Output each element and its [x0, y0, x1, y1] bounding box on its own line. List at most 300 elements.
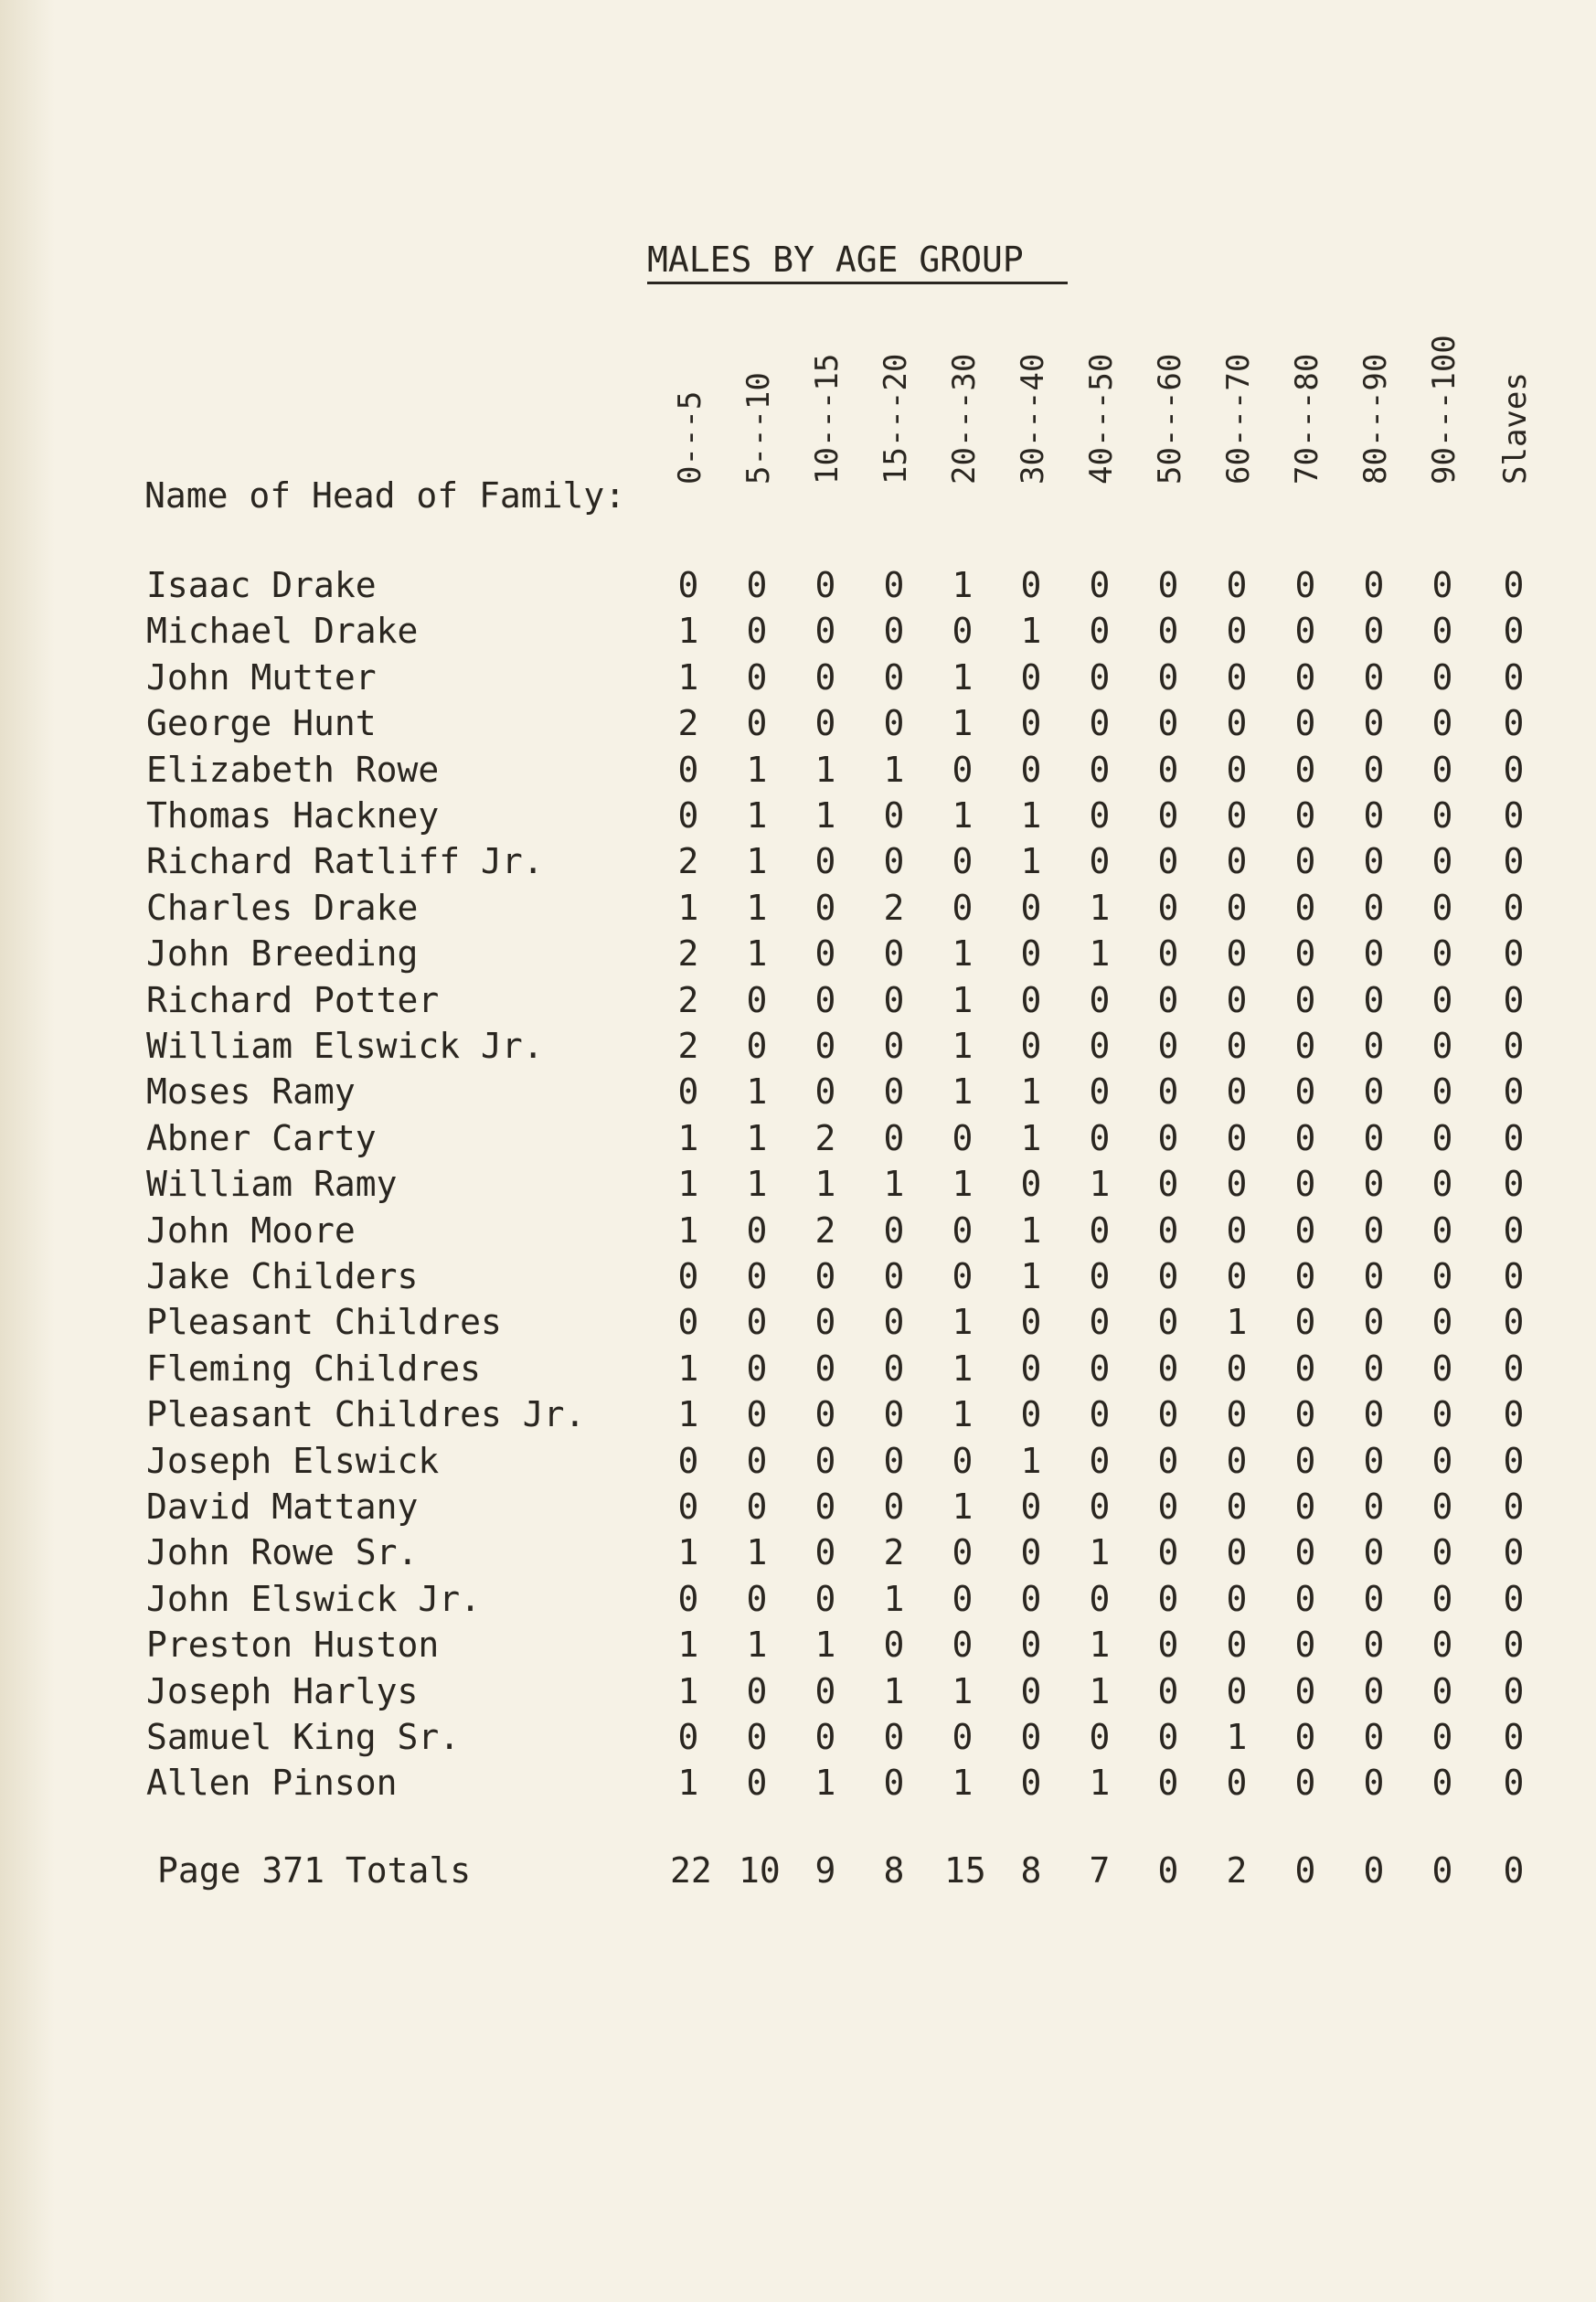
count-cell: 1 — [746, 1532, 768, 1573]
total-cell: 0 — [1431, 1850, 1453, 1891]
count-cell: 1 — [883, 1578, 905, 1619]
count-cell: 0 — [1431, 703, 1453, 744]
count-cell: 1 — [677, 611, 699, 652]
column-header — [809, 302, 864, 485]
count-cell: 0 — [1226, 1026, 1248, 1066]
head-of-family-name: Pleasant Childres — [146, 1302, 502, 1343]
count-cell: 0 — [1503, 1348, 1525, 1389]
count-cell: 0 — [1431, 1164, 1453, 1205]
total-cell: 0 — [1503, 1850, 1525, 1891]
count-cell: 0 — [677, 1302, 699, 1343]
count-cell: 0 — [1157, 1256, 1179, 1296]
total-cell: 0 — [1363, 1850, 1385, 1891]
count-cell: 0 — [1020, 1532, 1042, 1573]
head-of-family-name: William Ramy — [146, 1164, 398, 1205]
count-cell: 0 — [1503, 933, 1525, 975]
count-cell: 0 — [1226, 979, 1248, 1020]
count-cell: 1 — [746, 1625, 768, 1666]
count-cell: 0 — [746, 1026, 768, 1066]
count-cell: 0 — [1020, 1164, 1042, 1205]
count-cell: 0 — [1089, 1302, 1111, 1343]
count-cell: 0 — [1226, 1578, 1248, 1619]
count-cell: 1 — [1089, 1532, 1111, 1573]
table-row — [0, 1071, 1596, 1117]
count-cell: 0 — [1294, 1256, 1316, 1296]
count-cell: 0 — [1294, 841, 1316, 882]
count-cell: 0 — [1089, 1394, 1111, 1435]
count-cell: 0 — [883, 1256, 905, 1296]
table-row — [0, 1717, 1596, 1763]
column-header-label: 15---20 — [878, 353, 914, 485]
count-cell: 0 — [1294, 1394, 1316, 1435]
count-cell: 0 — [1157, 703, 1179, 744]
count-cell: 0 — [814, 1532, 836, 1573]
count-cell: 1 — [746, 749, 768, 790]
count-cell: 0 — [1157, 1440, 1179, 1481]
count-cell: 0 — [1503, 703, 1525, 744]
count-cell: 0 — [1294, 749, 1316, 790]
count-cell: 0 — [1226, 1071, 1248, 1113]
count-cell: 1 — [1089, 887, 1111, 928]
count-cell: 0 — [1294, 1348, 1316, 1389]
count-cell: 0 — [1431, 1487, 1453, 1527]
count-cell: 0 — [746, 656, 768, 698]
count-cell: 0 — [1089, 841, 1111, 882]
count-cell: 0 — [1157, 1763, 1179, 1804]
count-cell: 1 — [677, 1164, 699, 1205]
column-header-label: 40---50 — [1083, 353, 1120, 485]
count-cell: 0 — [1294, 1625, 1316, 1666]
count-cell: 0 — [1020, 933, 1042, 975]
count-cell: 1 — [677, 1394, 699, 1435]
column-header-label: 5---10 — [740, 372, 777, 485]
count-cell: 0 — [1294, 1532, 1316, 1573]
table-row — [0, 1441, 1596, 1487]
count-cell: 1 — [952, 1302, 974, 1343]
count-cell: 1 — [746, 933, 768, 975]
count-cell: 0 — [1503, 1578, 1525, 1619]
table-row — [0, 703, 1596, 749]
count-cell: 0 — [677, 749, 699, 790]
count-cell: 0 — [814, 1071, 836, 1113]
name-column-header: Name of Head of Family: — [144, 475, 626, 516]
count-cell: 0 — [746, 565, 768, 605]
count-cell: 0 — [1363, 1348, 1385, 1389]
count-cell: 0 — [1157, 1625, 1179, 1666]
count-cell: 0 — [677, 1578, 699, 1619]
count-cell: 0 — [883, 1117, 905, 1158]
count-cell: 0 — [1431, 1440, 1453, 1481]
count-cell: 0 — [1157, 749, 1179, 790]
count-cell: 0 — [1294, 703, 1316, 744]
count-cell: 1 — [1020, 1071, 1042, 1113]
total-cell: 10 — [739, 1850, 781, 1891]
column-header-label: 90---100 — [1426, 335, 1463, 485]
table-row — [0, 1256, 1596, 1302]
count-cell: 0 — [1363, 1117, 1385, 1158]
count-cell: 0 — [746, 1717, 768, 1757]
count-cell: 0 — [1157, 795, 1179, 836]
count-cell: 0 — [1020, 565, 1042, 605]
total-cell: 2 — [1226, 1850, 1248, 1891]
count-cell: 0 — [1431, 1625, 1453, 1666]
count-cell: 0 — [1503, 1763, 1525, 1804]
count-cell: 0 — [677, 1717, 699, 1757]
count-cell: 0 — [1294, 1763, 1316, 1804]
count-cell: 0 — [1226, 795, 1248, 836]
count-cell: 0 — [814, 1487, 836, 1527]
count-cell: 0 — [1020, 979, 1042, 1020]
count-cell: 0 — [746, 1210, 768, 1251]
count-cell: 1 — [746, 887, 768, 928]
head-of-family-name: John Breeding — [146, 933, 419, 975]
count-cell: 1 — [1089, 1763, 1111, 1804]
count-cell: 0 — [1157, 1670, 1179, 1711]
count-cell: 0 — [1157, 656, 1179, 698]
count-cell: 0 — [1431, 656, 1453, 698]
count-cell: 0 — [1089, 611, 1111, 652]
table-row — [0, 611, 1596, 656]
head-of-family-name: Isaac Drake — [146, 565, 377, 605]
count-cell: 1 — [1020, 1256, 1042, 1296]
count-cell: 0 — [883, 1763, 905, 1804]
count-cell: 0 — [1431, 1117, 1453, 1158]
count-cell: 1 — [1089, 933, 1111, 975]
count-cell: 0 — [814, 656, 836, 698]
count-cell: 0 — [1363, 656, 1385, 698]
column-header-label: 50---60 — [1152, 353, 1188, 485]
count-cell: 0 — [1503, 611, 1525, 652]
count-cell: 1 — [677, 1117, 699, 1158]
count-cell: 0 — [1431, 933, 1453, 975]
count-cell: 0 — [1363, 565, 1385, 605]
head-of-family-name: Preston Huston — [146, 1625, 440, 1666]
count-cell: 0 — [814, 887, 836, 928]
head-of-family-name: Samuel King Sr. — [146, 1717, 461, 1757]
column-header — [1357, 302, 1412, 485]
totals-row — [0, 1850, 1596, 1896]
count-cell: 1 — [952, 1670, 974, 1711]
count-cell: 0 — [1363, 1763, 1385, 1804]
count-cell: 0 — [814, 1717, 836, 1757]
head-of-family-name: Jake Childers — [146, 1256, 419, 1296]
count-cell: 0 — [883, 1071, 905, 1113]
table-row — [0, 933, 1596, 979]
column-header-label: 80---90 — [1357, 353, 1394, 485]
count-cell: 0 — [1363, 1026, 1385, 1066]
count-cell: 0 — [1431, 1578, 1453, 1619]
count-cell: 1 — [1226, 1717, 1248, 1757]
totals-label: Page 371 Totals — [157, 1850, 472, 1891]
count-cell: 0 — [1157, 1532, 1179, 1573]
count-cell: 0 — [1431, 1256, 1453, 1296]
count-cell: 0 — [883, 933, 905, 975]
count-cell: 1 — [1089, 1670, 1111, 1711]
count-cell: 0 — [952, 887, 974, 928]
count-cell: 1 — [1020, 1210, 1042, 1251]
count-cell: 0 — [746, 1394, 768, 1435]
count-cell: 0 — [1363, 1302, 1385, 1343]
count-cell: 0 — [1226, 1440, 1248, 1481]
count-cell: 0 — [1503, 795, 1525, 836]
count-cell: 0 — [814, 1670, 836, 1711]
count-cell: 1 — [814, 749, 836, 790]
count-cell: 0 — [746, 1256, 768, 1296]
count-cell: 0 — [1226, 933, 1248, 975]
column-header-label: 30---40 — [1015, 353, 1051, 485]
count-cell: 0 — [952, 1532, 974, 1573]
count-cell: 0 — [952, 1717, 974, 1757]
count-cell: 0 — [1226, 703, 1248, 744]
table-row — [0, 1487, 1596, 1532]
count-cell: 0 — [1294, 656, 1316, 698]
count-cell: 0 — [677, 1440, 699, 1481]
column-header — [1152, 302, 1207, 485]
count-cell: 0 — [1431, 1026, 1453, 1066]
count-cell: 0 — [814, 1440, 836, 1481]
count-cell: 1 — [1020, 795, 1042, 836]
head-of-family-name: Michael Drake — [146, 611, 419, 652]
count-cell: 0 — [1363, 1210, 1385, 1251]
count-cell: 0 — [1226, 749, 1248, 790]
count-cell: 0 — [1226, 1394, 1248, 1435]
count-cell: 0 — [1294, 933, 1316, 975]
count-cell: 0 — [1431, 1717, 1453, 1757]
count-cell: 0 — [883, 703, 905, 744]
count-cell: 0 — [952, 749, 974, 790]
count-cell: 0 — [1157, 841, 1179, 882]
count-cell: 0 — [1431, 795, 1453, 836]
count-cell: 0 — [1157, 1164, 1179, 1205]
count-cell: 0 — [814, 933, 836, 975]
count-cell: 2 — [677, 933, 699, 975]
total-cell: 9 — [814, 1850, 836, 1891]
head-of-family-name: Joseph Harlys — [146, 1670, 419, 1711]
count-cell: 2 — [814, 1117, 836, 1158]
count-cell: 0 — [1020, 749, 1042, 790]
column-header — [672, 302, 727, 485]
count-cell: 0 — [1431, 1670, 1453, 1711]
count-cell: 1 — [883, 1164, 905, 1205]
count-cell: 0 — [883, 979, 905, 1020]
count-cell: 1 — [677, 887, 699, 928]
count-cell: 0 — [1089, 1717, 1111, 1757]
column-header — [1220, 302, 1275, 485]
column-header — [740, 302, 795, 485]
count-cell: 0 — [1020, 1026, 1042, 1066]
count-cell: 0 — [1089, 1440, 1111, 1481]
head-of-family-name: Joseph Elswick — [146, 1440, 440, 1481]
count-cell: 1 — [1226, 1302, 1248, 1343]
count-cell: 0 — [1503, 1717, 1525, 1757]
head-of-family-name: John Elswick Jr. — [146, 1578, 482, 1619]
table-row — [0, 1348, 1596, 1394]
count-cell: 0 — [1431, 565, 1453, 605]
count-cell: 0 — [1294, 1210, 1316, 1251]
table-row — [0, 841, 1596, 887]
count-cell: 1 — [952, 656, 974, 698]
count-cell: 0 — [1294, 1302, 1316, 1343]
count-cell: 0 — [1363, 1670, 1385, 1711]
column-header — [1289, 302, 1344, 485]
count-cell: 0 — [1503, 1071, 1525, 1113]
column-header — [1497, 302, 1552, 485]
count-cell: 0 — [1503, 979, 1525, 1020]
count-cell: 0 — [1363, 795, 1385, 836]
count-cell: 0 — [814, 1394, 836, 1435]
count-cell: 0 — [746, 1302, 768, 1343]
count-cell: 0 — [1294, 1164, 1316, 1205]
count-cell: 0 — [1363, 1440, 1385, 1481]
count-cell: 1 — [746, 1164, 768, 1205]
count-cell: 0 — [883, 795, 905, 836]
count-cell: 0 — [814, 611, 836, 652]
count-cell: 0 — [677, 565, 699, 605]
table-row — [0, 1625, 1596, 1670]
count-cell: 0 — [1157, 1578, 1179, 1619]
count-cell: 0 — [1503, 1670, 1525, 1711]
table-row — [0, 795, 1596, 841]
table-row — [0, 657, 1596, 703]
count-cell: 0 — [1503, 841, 1525, 882]
count-cell: 0 — [746, 1670, 768, 1711]
count-cell: 0 — [1157, 933, 1179, 975]
count-cell: 1 — [952, 795, 974, 836]
count-cell: 0 — [814, 1578, 836, 1619]
count-cell: 0 — [1363, 1578, 1385, 1619]
table-row — [0, 750, 1596, 795]
count-cell: 0 — [1431, 1532, 1453, 1573]
table-row — [0, 1026, 1596, 1071]
count-cell: 0 — [1294, 1717, 1316, 1757]
count-cell: 0 — [1020, 1302, 1042, 1343]
column-header-label: 70---80 — [1289, 353, 1325, 485]
count-cell: 0 — [1503, 1440, 1525, 1481]
count-cell: 0 — [1363, 1394, 1385, 1435]
total-cell: 8 — [883, 1850, 905, 1891]
table-row — [0, 1671, 1596, 1717]
count-cell: 1 — [883, 749, 905, 790]
count-cell: 0 — [883, 656, 905, 698]
count-cell: 0 — [1089, 1026, 1111, 1066]
count-cell: 0 — [1503, 1210, 1525, 1251]
table-row — [0, 980, 1596, 1026]
count-cell: 0 — [1020, 656, 1042, 698]
count-cell: 0 — [1226, 887, 1248, 928]
count-cell: 0 — [1020, 887, 1042, 928]
count-cell: 1 — [952, 703, 974, 744]
column-header — [1426, 302, 1481, 485]
count-cell: 0 — [883, 1717, 905, 1757]
column-header — [878, 302, 932, 485]
count-cell: 0 — [1157, 1717, 1179, 1757]
count-cell: 1 — [746, 795, 768, 836]
count-cell: 0 — [1157, 1210, 1179, 1251]
count-cell: 0 — [952, 1440, 974, 1481]
head-of-family-name: John Mutter — [146, 656, 377, 698]
count-cell: 0 — [1020, 1625, 1042, 1666]
count-cell: 0 — [1226, 1117, 1248, 1158]
count-cell: 0 — [1363, 611, 1385, 652]
count-cell: 0 — [1363, 1164, 1385, 1205]
count-cell: 1 — [677, 1763, 699, 1804]
count-cell: 0 — [1157, 1026, 1179, 1066]
count-cell: 0 — [814, 1256, 836, 1296]
count-cell: 1 — [746, 1117, 768, 1158]
head-of-family-name: William Elswick Jr. — [146, 1026, 544, 1066]
count-cell: 0 — [1363, 1625, 1385, 1666]
head-of-family-name: Charles Drake — [146, 887, 419, 928]
count-cell: 0 — [1431, 841, 1453, 882]
count-cell: 2 — [883, 1532, 905, 1573]
count-cell: 0 — [1020, 1670, 1042, 1711]
count-cell: 1 — [814, 1164, 836, 1205]
count-cell: 0 — [1503, 1394, 1525, 1435]
total-cell: 0 — [1294, 1850, 1316, 1891]
count-cell: 1 — [677, 1532, 699, 1573]
count-cell: 0 — [1089, 795, 1111, 836]
count-cell: 0 — [1089, 1578, 1111, 1619]
count-cell: 1 — [677, 1625, 699, 1666]
count-cell: 0 — [952, 841, 974, 882]
table-row — [0, 1394, 1596, 1440]
count-cell: 0 — [1503, 1026, 1525, 1066]
count-cell: 0 — [1294, 1487, 1316, 1527]
count-cell: 0 — [952, 1117, 974, 1158]
count-cell: 0 — [883, 1394, 905, 1435]
count-cell: 1 — [952, 1763, 974, 1804]
count-cell: 0 — [883, 565, 905, 605]
count-cell: 0 — [1431, 749, 1453, 790]
count-cell: 0 — [883, 1302, 905, 1343]
count-cell: 0 — [1363, 749, 1385, 790]
count-cell: 0 — [1503, 749, 1525, 790]
table-row — [0, 888, 1596, 933]
count-cell: 0 — [1294, 565, 1316, 605]
count-cell: 0 — [1089, 565, 1111, 605]
count-cell: 0 — [1363, 1532, 1385, 1573]
count-cell: 0 — [1294, 1071, 1316, 1113]
count-cell: 0 — [814, 1348, 836, 1389]
count-cell: 0 — [1363, 933, 1385, 975]
count-cell: 0 — [814, 703, 836, 744]
count-cell: 1 — [1020, 1117, 1042, 1158]
count-cell: 0 — [1020, 1763, 1042, 1804]
count-cell: 0 — [1431, 1302, 1453, 1343]
table-row — [0, 1579, 1596, 1625]
count-cell: 0 — [952, 1578, 974, 1619]
table-row — [0, 565, 1596, 611]
count-cell: 0 — [1157, 1302, 1179, 1343]
head-of-family-name: Allen Pinson — [146, 1763, 398, 1804]
total-cell: 15 — [944, 1850, 986, 1891]
count-cell: 0 — [814, 841, 836, 882]
count-cell: 1 — [677, 1670, 699, 1711]
count-cell: 1 — [952, 1348, 974, 1389]
count-cell: 0 — [1363, 841, 1385, 882]
count-cell: 0 — [1020, 703, 1042, 744]
section-title: MALES BY AGE GROUP — [647, 240, 1068, 284]
table-row — [0, 1118, 1596, 1164]
count-cell: 1 — [1020, 841, 1042, 882]
count-cell: 0 — [952, 611, 974, 652]
count-cell: 0 — [1157, 1487, 1179, 1527]
count-cell: 0 — [814, 1302, 836, 1343]
count-cell: 0 — [1294, 1117, 1316, 1158]
count-cell: 2 — [677, 703, 699, 744]
count-cell: 0 — [746, 1348, 768, 1389]
count-cell: 0 — [746, 1440, 768, 1481]
